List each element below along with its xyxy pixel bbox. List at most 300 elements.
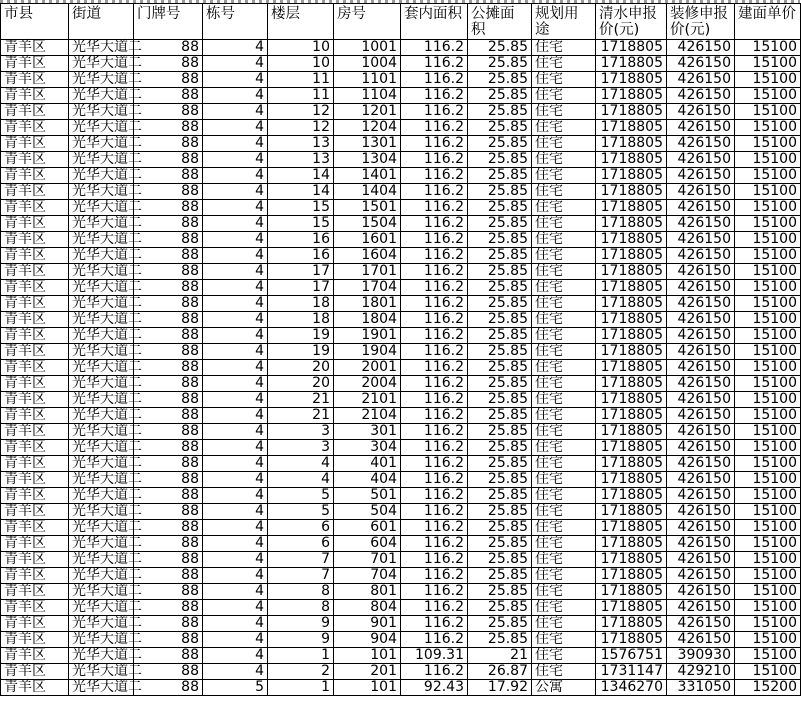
cell-col-room-no[interactable]: 2101 [334,392,401,408]
cell-col-floor[interactable]: 9 [268,616,334,632]
cell-col-floor[interactable]: 12 [268,120,334,136]
cell-col-county[interactable]: 青羊区 [1,408,69,424]
cell-col-building-no[interactable]: 4 [203,200,268,216]
cell-col-decor-price[interactable]: 426150 [667,200,735,216]
cell-col-usage[interactable]: 住宅 [532,584,596,600]
cell-col-shared-area[interactable]: 25.85 [468,280,532,296]
cell-col-usage[interactable]: 住宅 [532,328,596,344]
cell-col-street[interactable]: 光华大道二 [69,664,134,680]
cell-col-room-no[interactable]: 201 [334,664,401,680]
cell-col-inner-area[interactable]: 116.2 [401,40,468,56]
cell-col-floor[interactable]: 19 [268,328,334,344]
cell-col-door-no[interactable]: 88 [134,232,203,248]
cell-col-county[interactable]: 青羊区 [1,200,69,216]
cell-col-county[interactable]: 青羊区 [1,600,69,616]
cell-col-usage[interactable]: 住宅 [532,456,596,472]
table-row[interactable] [1,424,801,440]
cell-col-unit-price[interactable]: 15100 [735,280,801,296]
cell-col-room-no[interactable]: 404 [334,472,401,488]
cell-col-unit-price[interactable]: 15100 [735,632,801,648]
cell-col-room-no[interactable]: 504 [334,504,401,520]
cell-col-usage[interactable]: 住宅 [532,280,596,296]
cell-col-room-no[interactable]: 1801 [334,296,401,312]
cell-col-inner-area[interactable]: 116.2 [401,168,468,184]
cell-col-usage[interactable]: 住宅 [532,296,596,312]
table-row[interactable] [1,440,801,456]
cell-col-building-no[interactable]: 4 [203,376,268,392]
cell-col-floor[interactable]: 18 [268,312,334,328]
cell-col-bare-price[interactable]: 1718805 [596,520,667,536]
cell-col-county[interactable]: 青羊区 [1,472,69,488]
cell-col-room-no[interactable]: 501 [334,488,401,504]
table-row[interactable] [1,296,801,312]
cell-col-decor-price[interactable]: 331050 [667,680,735,696]
cell-col-street[interactable]: 光华大道二 [69,440,134,456]
cell-col-building-no[interactable]: 4 [203,632,268,648]
cell-col-shared-area[interactable]: 25.85 [468,408,532,424]
cell-col-unit-price[interactable]: 15100 [735,120,801,136]
cell-col-building-no[interactable]: 4 [203,456,268,472]
cell-col-floor[interactable]: 1 [268,648,334,664]
cell-col-shared-area[interactable]: 25.85 [468,632,532,648]
cell-col-door-no[interactable]: 88 [134,536,203,552]
table-row[interactable] [1,648,801,664]
table-row[interactable] [1,104,801,120]
cell-col-floor[interactable]: 10 [268,56,334,72]
cell-col-door-no[interactable]: 88 [134,264,203,280]
cell-col-bare-price[interactable]: 1718805 [596,344,667,360]
cell-col-room-no[interactable]: 1601 [334,232,401,248]
cell-col-shared-area[interactable]: 25.85 [468,488,532,504]
cell-col-floor[interactable]: 9 [268,632,334,648]
cell-col-door-no[interactable]: 88 [134,88,203,104]
table-row[interactable] [1,616,801,632]
cell-col-bare-price[interactable]: 1718805 [596,232,667,248]
cell-col-street[interactable]: 光华大道二 [69,184,134,200]
cell-col-decor-price[interactable]: 426150 [667,408,735,424]
cell-col-county[interactable]: 青羊区 [1,264,69,280]
cell-col-usage[interactable]: 住宅 [532,216,596,232]
table-row[interactable] [1,184,801,200]
cell-col-door-no[interactable]: 88 [134,328,203,344]
cell-col-usage[interactable]: 住宅 [532,472,596,488]
cell-col-street[interactable]: 光华大道二 [69,456,134,472]
cell-col-bare-price[interactable]: 1718805 [596,296,667,312]
cell-col-usage[interactable]: 住宅 [532,184,596,200]
cell-col-floor[interactable]: 13 [268,136,334,152]
cell-col-usage[interactable]: 住宅 [532,408,596,424]
header-cell-col-usage[interactable]: 规划用途 [532,4,596,40]
cell-col-county[interactable]: 青羊区 [1,504,69,520]
cell-col-inner-area[interactable]: 116.2 [401,408,468,424]
header-cell-col-decor-price[interactable]: 装修申报价(元) [667,4,735,40]
cell-col-county[interactable]: 青羊区 [1,456,69,472]
cell-col-inner-area[interactable]: 109.31 [401,648,468,664]
cell-col-unit-price[interactable]: 15100 [735,184,801,200]
cell-col-county[interactable]: 青羊区 [1,440,69,456]
cell-col-unit-price[interactable]: 15100 [735,664,801,680]
cell-col-decor-price[interactable]: 426150 [667,296,735,312]
cell-col-decor-price[interactable]: 426150 [667,328,735,344]
cell-col-bare-price[interactable]: 1718805 [596,168,667,184]
cell-col-unit-price[interactable]: 15100 [735,376,801,392]
cell-col-room-no[interactable]: 1201 [334,104,401,120]
cell-col-inner-area[interactable]: 116.2 [401,328,468,344]
cell-col-decor-price[interactable]: 426150 [667,56,735,72]
cell-col-bare-price[interactable]: 1718805 [596,392,667,408]
cell-col-decor-price[interactable]: 429210 [667,664,735,680]
cell-col-shared-area[interactable]: 25.85 [468,120,532,136]
cell-col-shared-area[interactable]: 25.85 [468,520,532,536]
cell-col-bare-price[interactable]: 1718805 [596,136,667,152]
cell-col-unit-price[interactable]: 15100 [735,232,801,248]
header-cell-col-inner-area[interactable]: 套内面积 [401,4,468,40]
cell-col-inner-area[interactable]: 116.2 [401,344,468,360]
table-row[interactable] [1,392,801,408]
cell-col-decor-price[interactable]: 426150 [667,88,735,104]
cell-col-decor-price[interactable]: 426150 [667,312,735,328]
header-cell-col-room-no[interactable]: 房号 [334,4,401,40]
cell-col-unit-price[interactable]: 15100 [735,440,801,456]
cell-col-unit-price[interactable]: 15100 [735,392,801,408]
cell-col-county[interactable]: 青羊区 [1,136,69,152]
cell-col-inner-area[interactable]: 116.2 [401,152,468,168]
cell-col-building-no[interactable]: 4 [203,568,268,584]
cell-col-county[interactable]: 青羊区 [1,424,69,440]
cell-col-street[interactable]: 光华大道二 [69,648,134,664]
cell-col-unit-price[interactable]: 15100 [735,648,801,664]
cell-col-bare-price[interactable]: 1718805 [596,312,667,328]
cell-col-usage[interactable]: 住宅 [532,360,596,376]
cell-col-usage[interactable]: 住宅 [532,312,596,328]
cell-col-bare-price[interactable]: 1718805 [596,72,667,88]
cell-col-room-no[interactable]: 301 [334,424,401,440]
cell-col-door-no[interactable]: 88 [134,648,203,664]
header-cell-col-shared-area[interactable]: 公摊面积 [468,4,532,40]
cell-col-street[interactable]: 光华大道二 [69,136,134,152]
cell-col-shared-area[interactable]: 25.85 [468,216,532,232]
table-row[interactable] [1,136,801,152]
cell-col-decor-price[interactable]: 390930 [667,648,735,664]
cell-col-decor-price[interactable]: 426150 [667,600,735,616]
cell-col-floor[interactable]: 7 [268,552,334,568]
cell-col-door-no[interactable]: 88 [134,664,203,680]
cell-col-county[interactable]: 青羊区 [1,40,69,56]
cell-col-building-no[interactable]: 4 [203,648,268,664]
cell-col-shared-area[interactable]: 17.92 [468,680,532,696]
cell-col-inner-area[interactable]: 116.2 [401,104,468,120]
cell-col-usage[interactable]: 住宅 [532,536,596,552]
cell-col-county[interactable]: 青羊区 [1,552,69,568]
cell-col-building-no[interactable]: 4 [203,184,268,200]
cell-col-room-no[interactable]: 1904 [334,344,401,360]
table-row[interactable] [1,584,801,600]
cell-col-street[interactable]: 光华大道二 [69,488,134,504]
cell-col-county[interactable]: 青羊区 [1,280,69,296]
table-row[interactable] [1,504,801,520]
cell-col-bare-price[interactable]: 1718805 [596,360,667,376]
cell-col-floor[interactable]: 18 [268,296,334,312]
cell-col-bare-price[interactable]: 1718805 [596,104,667,120]
cell-col-door-no[interactable]: 88 [134,632,203,648]
cell-col-building-no[interactable]: 4 [203,584,268,600]
table-row[interactable] [1,248,801,264]
cell-col-room-no[interactable]: 1301 [334,136,401,152]
cell-col-shared-area[interactable]: 25.85 [468,56,532,72]
cell-col-floor[interactable]: 15 [268,216,334,232]
cell-col-inner-area[interactable]: 116.2 [401,312,468,328]
cell-col-room-no[interactable]: 1901 [334,328,401,344]
cell-col-building-no[interactable]: 4 [203,344,268,360]
cell-col-door-no[interactable]: 88 [134,568,203,584]
cell-col-county[interactable]: 青羊区 [1,344,69,360]
cell-col-floor[interactable]: 3 [268,440,334,456]
cell-col-street[interactable]: 光华大道二 [69,344,134,360]
header-cell-col-bare-price[interactable]: 清水申报价(元) [596,4,667,40]
cell-col-unit-price[interactable]: 15100 [735,472,801,488]
cell-col-room-no[interactable]: 1101 [334,72,401,88]
cell-col-unit-price[interactable]: 15100 [735,104,801,120]
cell-col-floor[interactable]: 11 [268,88,334,104]
cell-col-room-no[interactable]: 2004 [334,376,401,392]
cell-col-bare-price[interactable]: 1718805 [596,280,667,296]
cell-col-room-no[interactable]: 1404 [334,184,401,200]
cell-col-building-no[interactable]: 4 [203,168,268,184]
cell-col-county[interactable]: 青羊区 [1,520,69,536]
cell-col-building-no[interactable]: 4 [203,552,268,568]
cell-col-building-no[interactable]: 4 [203,88,268,104]
cell-col-bare-price[interactable]: 1718805 [596,216,667,232]
cell-col-floor[interactable]: 19 [268,344,334,360]
cell-col-street[interactable]: 光华大道二 [69,376,134,392]
cell-col-inner-area[interactable]: 116.2 [401,456,468,472]
cell-col-inner-area[interactable]: 116.2 [401,536,468,552]
cell-col-usage[interactable]: 住宅 [532,392,596,408]
cell-col-decor-price[interactable]: 426150 [667,120,735,136]
cell-col-room-no[interactable]: 401 [334,456,401,472]
cell-col-decor-price[interactable]: 426150 [667,440,735,456]
cell-col-shared-area[interactable]: 25.85 [468,376,532,392]
cell-col-unit-price[interactable]: 15100 [735,536,801,552]
cell-col-county[interactable]: 青羊区 [1,184,69,200]
cell-col-door-no[interactable]: 88 [134,424,203,440]
cell-col-shared-area[interactable]: 25.85 [468,184,532,200]
cell-col-inner-area[interactable]: 116.2 [401,120,468,136]
cell-col-decor-price[interactable]: 426150 [667,104,735,120]
cell-col-bare-price[interactable]: 1576751 [596,648,667,664]
cell-col-room-no[interactable]: 101 [334,648,401,664]
cell-col-shared-area[interactable]: 25.85 [468,344,532,360]
cell-col-shared-area[interactable]: 25.85 [468,440,532,456]
cell-col-bare-price[interactable]: 1718805 [596,440,667,456]
cell-col-usage[interactable]: 住宅 [532,232,596,248]
cell-col-building-no[interactable]: 4 [203,232,268,248]
cell-col-bare-price[interactable]: 1718805 [596,536,667,552]
cell-col-inner-area[interactable]: 116.2 [401,520,468,536]
cell-col-unit-price[interactable]: 15100 [735,360,801,376]
cell-col-door-no[interactable]: 88 [134,520,203,536]
cell-col-street[interactable]: 光华大道二 [69,408,134,424]
cell-col-street[interactable]: 光华大道二 [69,616,134,632]
cell-col-county[interactable]: 青羊区 [1,376,69,392]
cell-col-usage[interactable]: 住宅 [532,104,596,120]
cell-col-room-no[interactable]: 701 [334,552,401,568]
cell-col-decor-price[interactable]: 426150 [667,216,735,232]
cell-col-shared-area[interactable]: 25.85 [468,584,532,600]
cell-col-decor-price[interactable]: 426150 [667,152,735,168]
cell-col-bare-price[interactable]: 1718805 [596,152,667,168]
cell-col-floor[interactable]: 11 [268,72,334,88]
cell-col-door-no[interactable]: 88 [134,344,203,360]
cell-col-room-no[interactable]: 804 [334,600,401,616]
cell-col-door-no[interactable]: 88 [134,600,203,616]
cell-col-building-no[interactable]: 4 [203,424,268,440]
cell-col-bare-price[interactable]: 1718805 [596,568,667,584]
cell-col-usage[interactable]: 住宅 [532,552,596,568]
table-row[interactable] [1,376,801,392]
cell-col-shared-area[interactable]: 25.85 [468,504,532,520]
cell-col-inner-area[interactable]: 116.2 [401,88,468,104]
cell-col-room-no[interactable]: 1604 [334,248,401,264]
table-row[interactable] [1,200,801,216]
cell-col-bare-price[interactable]: 1718805 [596,552,667,568]
cell-col-door-no[interactable]: 88 [134,680,203,696]
cell-col-shared-area[interactable]: 25.85 [468,568,532,584]
cell-col-unit-price[interactable]: 15100 [735,584,801,600]
cell-col-door-no[interactable]: 88 [134,152,203,168]
cell-col-street[interactable]: 光华大道二 [69,72,134,88]
cell-col-county[interactable]: 青羊区 [1,392,69,408]
cell-col-building-no[interactable]: 4 [203,104,268,120]
cell-col-usage[interactable]: 住宅 [532,248,596,264]
cell-col-street[interactable]: 光华大道二 [69,504,134,520]
cell-col-unit-price[interactable]: 15100 [735,408,801,424]
cell-col-building-no[interactable]: 4 [203,264,268,280]
cell-col-door-no[interactable]: 88 [134,296,203,312]
cell-col-unit-price[interactable]: 15100 [735,504,801,520]
cell-col-inner-area[interactable]: 116.2 [401,72,468,88]
cell-col-decor-price[interactable]: 426150 [667,424,735,440]
cell-col-floor[interactable]: 17 [268,264,334,280]
cell-col-county[interactable]: 青羊区 [1,360,69,376]
table-row[interactable] [1,456,801,472]
cell-col-inner-area[interactable]: 116.2 [401,552,468,568]
cell-col-decor-price[interactable]: 426150 [667,376,735,392]
cell-col-room-no[interactable]: 2104 [334,408,401,424]
cell-col-floor[interactable]: 14 [268,184,334,200]
cell-col-street[interactable]: 光华大道二 [69,88,134,104]
cell-col-room-no[interactable]: 1701 [334,264,401,280]
table-row[interactable] [1,520,801,536]
table-row[interactable] [1,328,801,344]
cell-col-unit-price[interactable]: 15100 [735,456,801,472]
cell-col-county[interactable]: 青羊区 [1,536,69,552]
table-row[interactable] [1,56,801,72]
cell-col-bare-price[interactable]: 1718805 [596,408,667,424]
cell-col-unit-price[interactable]: 15100 [735,168,801,184]
cell-col-unit-price[interactable]: 15100 [735,296,801,312]
cell-col-decor-price[interactable]: 426150 [667,136,735,152]
cell-col-shared-area[interactable]: 25.85 [468,392,532,408]
cell-col-county[interactable]: 青羊区 [1,216,69,232]
cell-col-door-no[interactable]: 88 [134,184,203,200]
cell-col-county[interactable]: 青羊区 [1,328,69,344]
cell-col-county[interactable]: 青羊区 [1,584,69,600]
cell-col-inner-area[interactable]: 116.2 [401,664,468,680]
cell-col-floor[interactable]: 4 [268,456,334,472]
cell-col-county[interactable]: 青羊区 [1,248,69,264]
cell-col-decor-price[interactable]: 426150 [667,248,735,264]
cell-col-unit-price[interactable]: 15100 [735,136,801,152]
cell-col-building-no[interactable]: 4 [203,504,268,520]
cell-col-decor-price[interactable]: 426150 [667,584,735,600]
cell-col-room-no[interactable]: 1501 [334,200,401,216]
cell-col-usage[interactable]: 住宅 [532,152,596,168]
cell-col-bare-price[interactable]: 1718805 [596,248,667,264]
cell-col-bare-price[interactable]: 1346270 [596,680,667,696]
cell-col-room-no[interactable]: 1204 [334,120,401,136]
cell-col-room-no[interactable]: 1104 [334,88,401,104]
cell-col-floor[interactable]: 14 [268,168,334,184]
cell-col-street[interactable]: 光华大道二 [69,56,134,72]
cell-col-unit-price[interactable]: 15100 [735,40,801,56]
cell-col-county[interactable]: 青羊区 [1,72,69,88]
cell-col-shared-area[interactable]: 25.85 [468,104,532,120]
cell-col-county[interactable]: 青羊区 [1,680,69,696]
cell-col-inner-area[interactable]: 116.2 [401,248,468,264]
header-cell-col-county[interactable]: 市县 [1,4,69,40]
cell-col-county[interactable]: 青羊区 [1,648,69,664]
cell-col-door-no[interactable]: 88 [134,440,203,456]
cell-col-door-no[interactable]: 88 [134,136,203,152]
cell-col-street[interactable]: 光华大道二 [69,600,134,616]
table-row[interactable] [1,568,801,584]
table-row[interactable] [1,152,801,168]
cell-col-usage[interactable]: 住宅 [532,616,596,632]
cell-col-floor[interactable]: 21 [268,408,334,424]
cell-col-door-no[interactable]: 88 [134,360,203,376]
cell-col-inner-area[interactable]: 116.2 [401,280,468,296]
cell-col-building-no[interactable]: 4 [203,312,268,328]
cell-col-shared-area[interactable]: 25.85 [468,312,532,328]
cell-col-usage[interactable]: 住宅 [532,344,596,360]
cell-col-unit-price[interactable]: 15100 [735,312,801,328]
cell-col-room-no[interactable]: 101 [334,680,401,696]
cell-col-decor-price[interactable]: 426150 [667,280,735,296]
cell-col-door-no[interactable]: 88 [134,168,203,184]
cell-col-shared-area[interactable]: 25.85 [468,552,532,568]
cell-col-street[interactable]: 光华大道二 [69,568,134,584]
cell-col-door-no[interactable]: 88 [134,104,203,120]
cell-col-bare-price[interactable]: 1718805 [596,56,667,72]
cell-col-street[interactable]: 光华大道二 [69,536,134,552]
cell-col-door-no[interactable]: 88 [134,472,203,488]
cell-col-county[interactable]: 青羊区 [1,104,69,120]
cell-col-usage[interactable]: 住宅 [532,200,596,216]
cell-col-decor-price[interactable]: 426150 [667,632,735,648]
header-cell-col-building-no[interactable]: 栋号 [203,4,268,40]
cell-col-building-no[interactable]: 4 [203,248,268,264]
cell-col-county[interactable]: 青羊区 [1,488,69,504]
cell-col-usage[interactable]: 住宅 [532,648,596,664]
cell-col-building-no[interactable]: 4 [203,408,268,424]
cell-col-room-no[interactable]: 1504 [334,216,401,232]
table-row[interactable] [1,472,801,488]
cell-col-street[interactable]: 光华大道二 [69,552,134,568]
cell-col-inner-area[interactable]: 116.2 [401,488,468,504]
cell-col-bare-price[interactable]: 1731147 [596,664,667,680]
cell-col-usage[interactable]: 公寓 [532,680,596,696]
